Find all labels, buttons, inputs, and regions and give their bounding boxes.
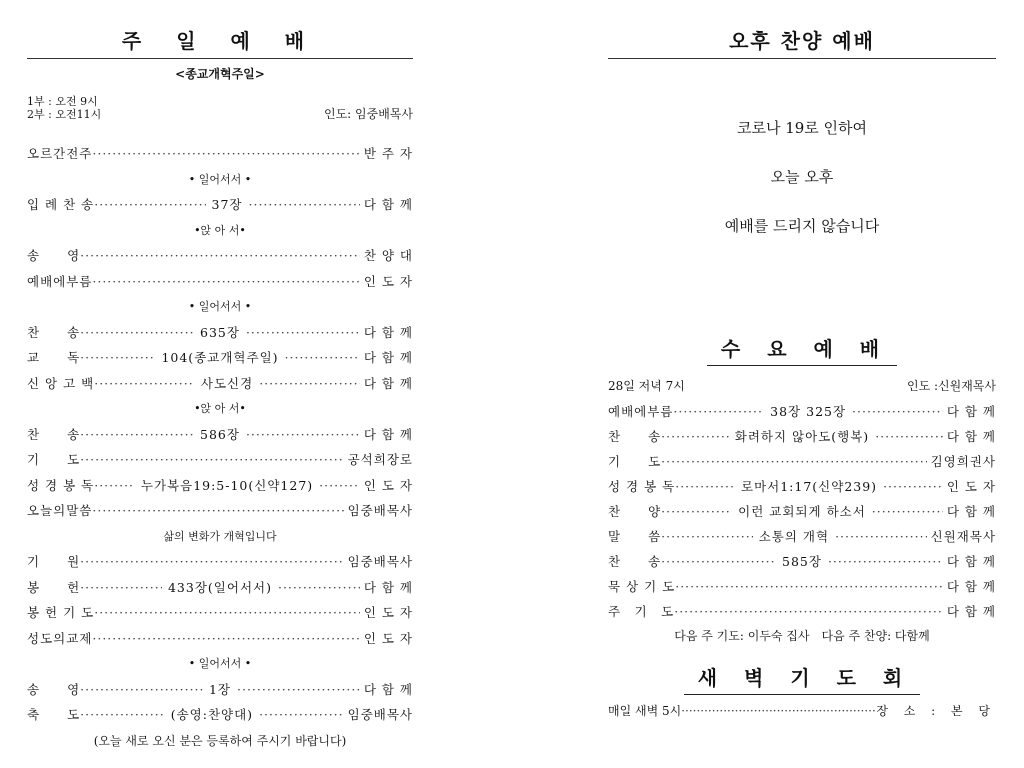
leader-dots	[259, 702, 344, 728]
afternoon-divider	[608, 58, 996, 59]
leader-dots	[246, 320, 360, 346]
wednesday-date: 28일 저녁 7시	[608, 379, 685, 393]
order-item-name: 찬 송	[27, 324, 81, 340]
leader-dots	[673, 399, 764, 424]
leader-dots	[92, 626, 359, 652]
order-row	[27, 269, 413, 295]
leader-dots	[237, 677, 360, 703]
sunday-leader: 인도: 임중배목사	[323, 107, 413, 121]
order-item-detail: 38장 325장	[770, 404, 847, 419]
leader-dots	[80, 243, 360, 269]
dawn-location: 장 소 : 본 당	[876, 704, 996, 718]
order-item-name: 봉 헌 기 도	[27, 605, 95, 620]
order-row	[27, 320, 413, 346]
order-item-person: 인 도 자	[363, 477, 413, 493]
order-row	[608, 424, 996, 449]
leader-dots	[80, 677, 203, 703]
order-item-person: 다 함 께	[363, 579, 413, 595]
dawn-row	[608, 702, 996, 719]
order-item-detail: 사도신경	[200, 375, 254, 391]
order-item-person: 신원재목사	[930, 529, 996, 544]
order-cue: •앉 아 서•	[194, 402, 246, 415]
order-item-person: 임중배목사	[347, 707, 414, 722]
order-row	[608, 399, 996, 424]
order-row	[27, 243, 413, 269]
dawn-title	[608, 664, 996, 692]
afternoon-message-3: 예배를 드리지 않습니다	[724, 217, 880, 235]
sunday-title: 주 일 예 배	[121, 29, 319, 53]
sunday-order-list	[27, 141, 413, 728]
leader-dots	[80, 345, 155, 371]
order-item-name: 송 영	[27, 248, 81, 263]
order-item-person: 다 함 께	[363, 197, 413, 212]
leader-dots	[80, 549, 343, 575]
order-row	[608, 599, 996, 624]
order-item-person: 김영희권사	[930, 454, 996, 469]
leader-dots	[835, 524, 927, 549]
wednesday-order-list	[608, 399, 996, 624]
order-item-detail: 이런 교회되게 하소서	[738, 504, 866, 519]
order-row	[27, 473, 413, 499]
wednesday-title-text: 수 요 예 배	[707, 335, 897, 366]
order-cue: • 일어서서 •	[188, 657, 252, 670]
order-item-detail: 소통의 개혁	[758, 529, 830, 544]
wednesday-leader: 인도 :신원재목사	[906, 379, 996, 393]
leader-dots	[875, 424, 943, 449]
order-item-person: 다 함 께	[363, 350, 413, 365]
afternoon-message-1: 코로나 19로 인하여	[736, 119, 868, 137]
time-second: 2부 : 오전11시	[27, 108, 102, 121]
order-item-detail: 433장(일어서서)	[167, 579, 272, 595]
order-item-person: 다 함 께	[363, 426, 413, 442]
order-row	[27, 447, 413, 473]
order-row	[27, 345, 413, 371]
order-item-name: 찬 송	[608, 429, 662, 444]
order-row	[27, 371, 413, 397]
leader-dots	[681, 704, 876, 718]
order-item-detail: 104(종교개혁주일)	[161, 350, 279, 365]
order-row	[608, 524, 996, 549]
order-cue: • 일어서서 •	[188, 300, 252, 313]
dawn-time: 매일 새벽 5시	[608, 704, 682, 718]
leader-dots	[661, 499, 732, 524]
leader-dots	[661, 424, 729, 449]
order-row	[27, 600, 413, 626]
order-item-person: 찬 양 대	[363, 248, 413, 263]
order-item-name: 봉 헌	[27, 579, 81, 595]
order-row	[27, 702, 413, 728]
order-item-person: 다 함 께	[946, 504, 996, 519]
order-item-name: 주 기 도	[608, 604, 675, 619]
leader-dots	[828, 549, 943, 574]
wednesday-title	[608, 335, 996, 363]
leader-dots	[80, 702, 165, 728]
order-item-name: 축 도	[27, 707, 81, 722]
wednesday-header	[608, 377, 996, 395]
order-item-person: 다 함 께	[946, 604, 996, 619]
dawn-title-text: 새 벽 기 도 회	[684, 664, 920, 695]
leader-dots	[674, 599, 943, 624]
leader-dots	[883, 474, 943, 499]
order-item-name: 기 도	[608, 454, 662, 469]
leader-dots	[80, 422, 194, 448]
leader-dots	[872, 499, 943, 524]
order-item-detail: 585장	[782, 554, 822, 569]
leader-dots	[94, 192, 205, 218]
order-cue: •앉 아 서•	[194, 223, 246, 237]
order-item-person: 다 함 께	[946, 404, 996, 419]
order-item-name: 성 경 봉 독	[608, 479, 676, 494]
leader-dots	[94, 600, 360, 626]
order-item-person: 인 도 자	[946, 479, 997, 494]
order-item-name: 찬 송	[608, 554, 662, 569]
order-item-name: 오르간전주	[27, 146, 93, 161]
time-first: 1부 : 오전 9시	[27, 95, 98, 108]
order-item-person: 임중배목사	[347, 554, 413, 569]
leader-dots	[278, 575, 360, 601]
welcome-note: (오늘 새로 오신 분은 등록하여 주시기 바랍니다)	[93, 733, 347, 748]
leader-dots	[249, 192, 360, 218]
afternoon-title: 오후 찬양 예배	[729, 29, 875, 53]
leader-dots	[92, 498, 343, 524]
order-item-person: 공석희장로	[347, 452, 413, 467]
order-item-person: 다 함 께	[363, 324, 413, 340]
leader-dots	[675, 474, 735, 499]
leader-dots	[80, 575, 162, 601]
leader-dots	[94, 473, 135, 499]
order-item-name: 성 경 봉 독	[27, 477, 95, 493]
leader-dots	[852, 399, 943, 424]
order-item-person: 인 도 자	[363, 273, 413, 289]
order-cue: 삶의 변화가 개혁입니다	[163, 529, 277, 543]
order-item-name: 묵 상 기 도	[608, 579, 676, 594]
leader-dots	[94, 371, 195, 397]
title-divider	[27, 58, 413, 59]
leader-dots	[246, 422, 360, 448]
order-item-person: 반 주 자	[363, 146, 413, 161]
order-row	[27, 575, 413, 601]
order-item-name: 성도의교제	[27, 630, 93, 646]
order-row	[608, 549, 996, 574]
order-row	[27, 549, 413, 575]
leader-dots	[661, 524, 753, 549]
order-item-name: 기 도	[27, 452, 81, 467]
leader-dots	[259, 371, 360, 397]
sunday-service	[27, 0, 413, 749]
service-times	[27, 95, 413, 121]
leader-dots	[92, 269, 359, 295]
order-item-detail: 화려하지 않아도(행복)	[734, 429, 870, 444]
order-item-person: 인 도 자	[363, 605, 413, 620]
order-item-name: 예배에부름	[608, 404, 674, 419]
order-row	[608, 499, 996, 524]
order-row	[608, 449, 996, 474]
leader-dots	[92, 141, 359, 167]
order-cue: • 일어서서 •	[188, 172, 252, 186]
leader-dots	[285, 345, 360, 371]
order-item-person: 다 함 께	[363, 681, 413, 697]
order-item-detail: 누가복음19:5-10(신약127)	[140, 477, 314, 493]
leader-dots	[661, 449, 926, 474]
order-item-person: 임중배목사	[347, 503, 413, 518]
order-item-detail: 635장	[200, 324, 240, 340]
order-row	[27, 192, 413, 218]
leader-dots	[319, 473, 360, 499]
order-item-name: 교 독	[27, 350, 81, 365]
order-item-detail: 37장	[211, 197, 243, 212]
order-row	[27, 677, 413, 703]
order-row	[608, 574, 996, 599]
right-column	[608, 0, 996, 719]
order-item-person: 다 함 께	[946, 579, 996, 594]
leader-dots	[675, 574, 943, 599]
order-row	[27, 498, 413, 524]
next-week-note: 다음 주 기도: 이두숙 집사 다음 주 찬양: 다함께	[674, 629, 930, 643]
order-item-person: 다 함 께	[946, 429, 996, 444]
order-item-person: 다 함 께	[363, 375, 414, 391]
order-item-name: 오늘의말씀	[27, 503, 93, 518]
order-row	[27, 626, 413, 652]
order-item-name: 찬 송	[27, 426, 81, 442]
sunday-subtitle: <종교개혁주일>	[175, 67, 265, 81]
leader-dots	[80, 320, 194, 346]
order-item-detail: (송영:찬양대)	[170, 707, 254, 722]
leader-dots	[80, 447, 343, 473]
order-item-name: 기 원	[27, 554, 81, 569]
order-item-name: 예배에부름	[27, 273, 93, 289]
order-item-detail: 1장	[208, 681, 231, 697]
order-item-person: 다 함 께	[946, 554, 996, 569]
order-item-name: 찬 양	[608, 504, 662, 519]
order-item-name: 입 례 찬 송	[27, 197, 95, 212]
order-item-name: 말 씀	[608, 529, 662, 544]
order-item-detail: 로마서1:17(신약239)	[741, 479, 878, 494]
leader-dots	[661, 549, 776, 574]
order-item-name: 신 앙 고 백	[27, 375, 95, 391]
order-item-detail: 586장	[200, 426, 240, 442]
afternoon-message-2: 오늘 오후	[770, 168, 834, 186]
order-row	[27, 422, 413, 448]
order-row	[27, 141, 413, 167]
order-row	[608, 474, 996, 499]
order-item-name: 송 영	[27, 681, 81, 697]
order-item-person: 인 도 자	[363, 630, 413, 646]
